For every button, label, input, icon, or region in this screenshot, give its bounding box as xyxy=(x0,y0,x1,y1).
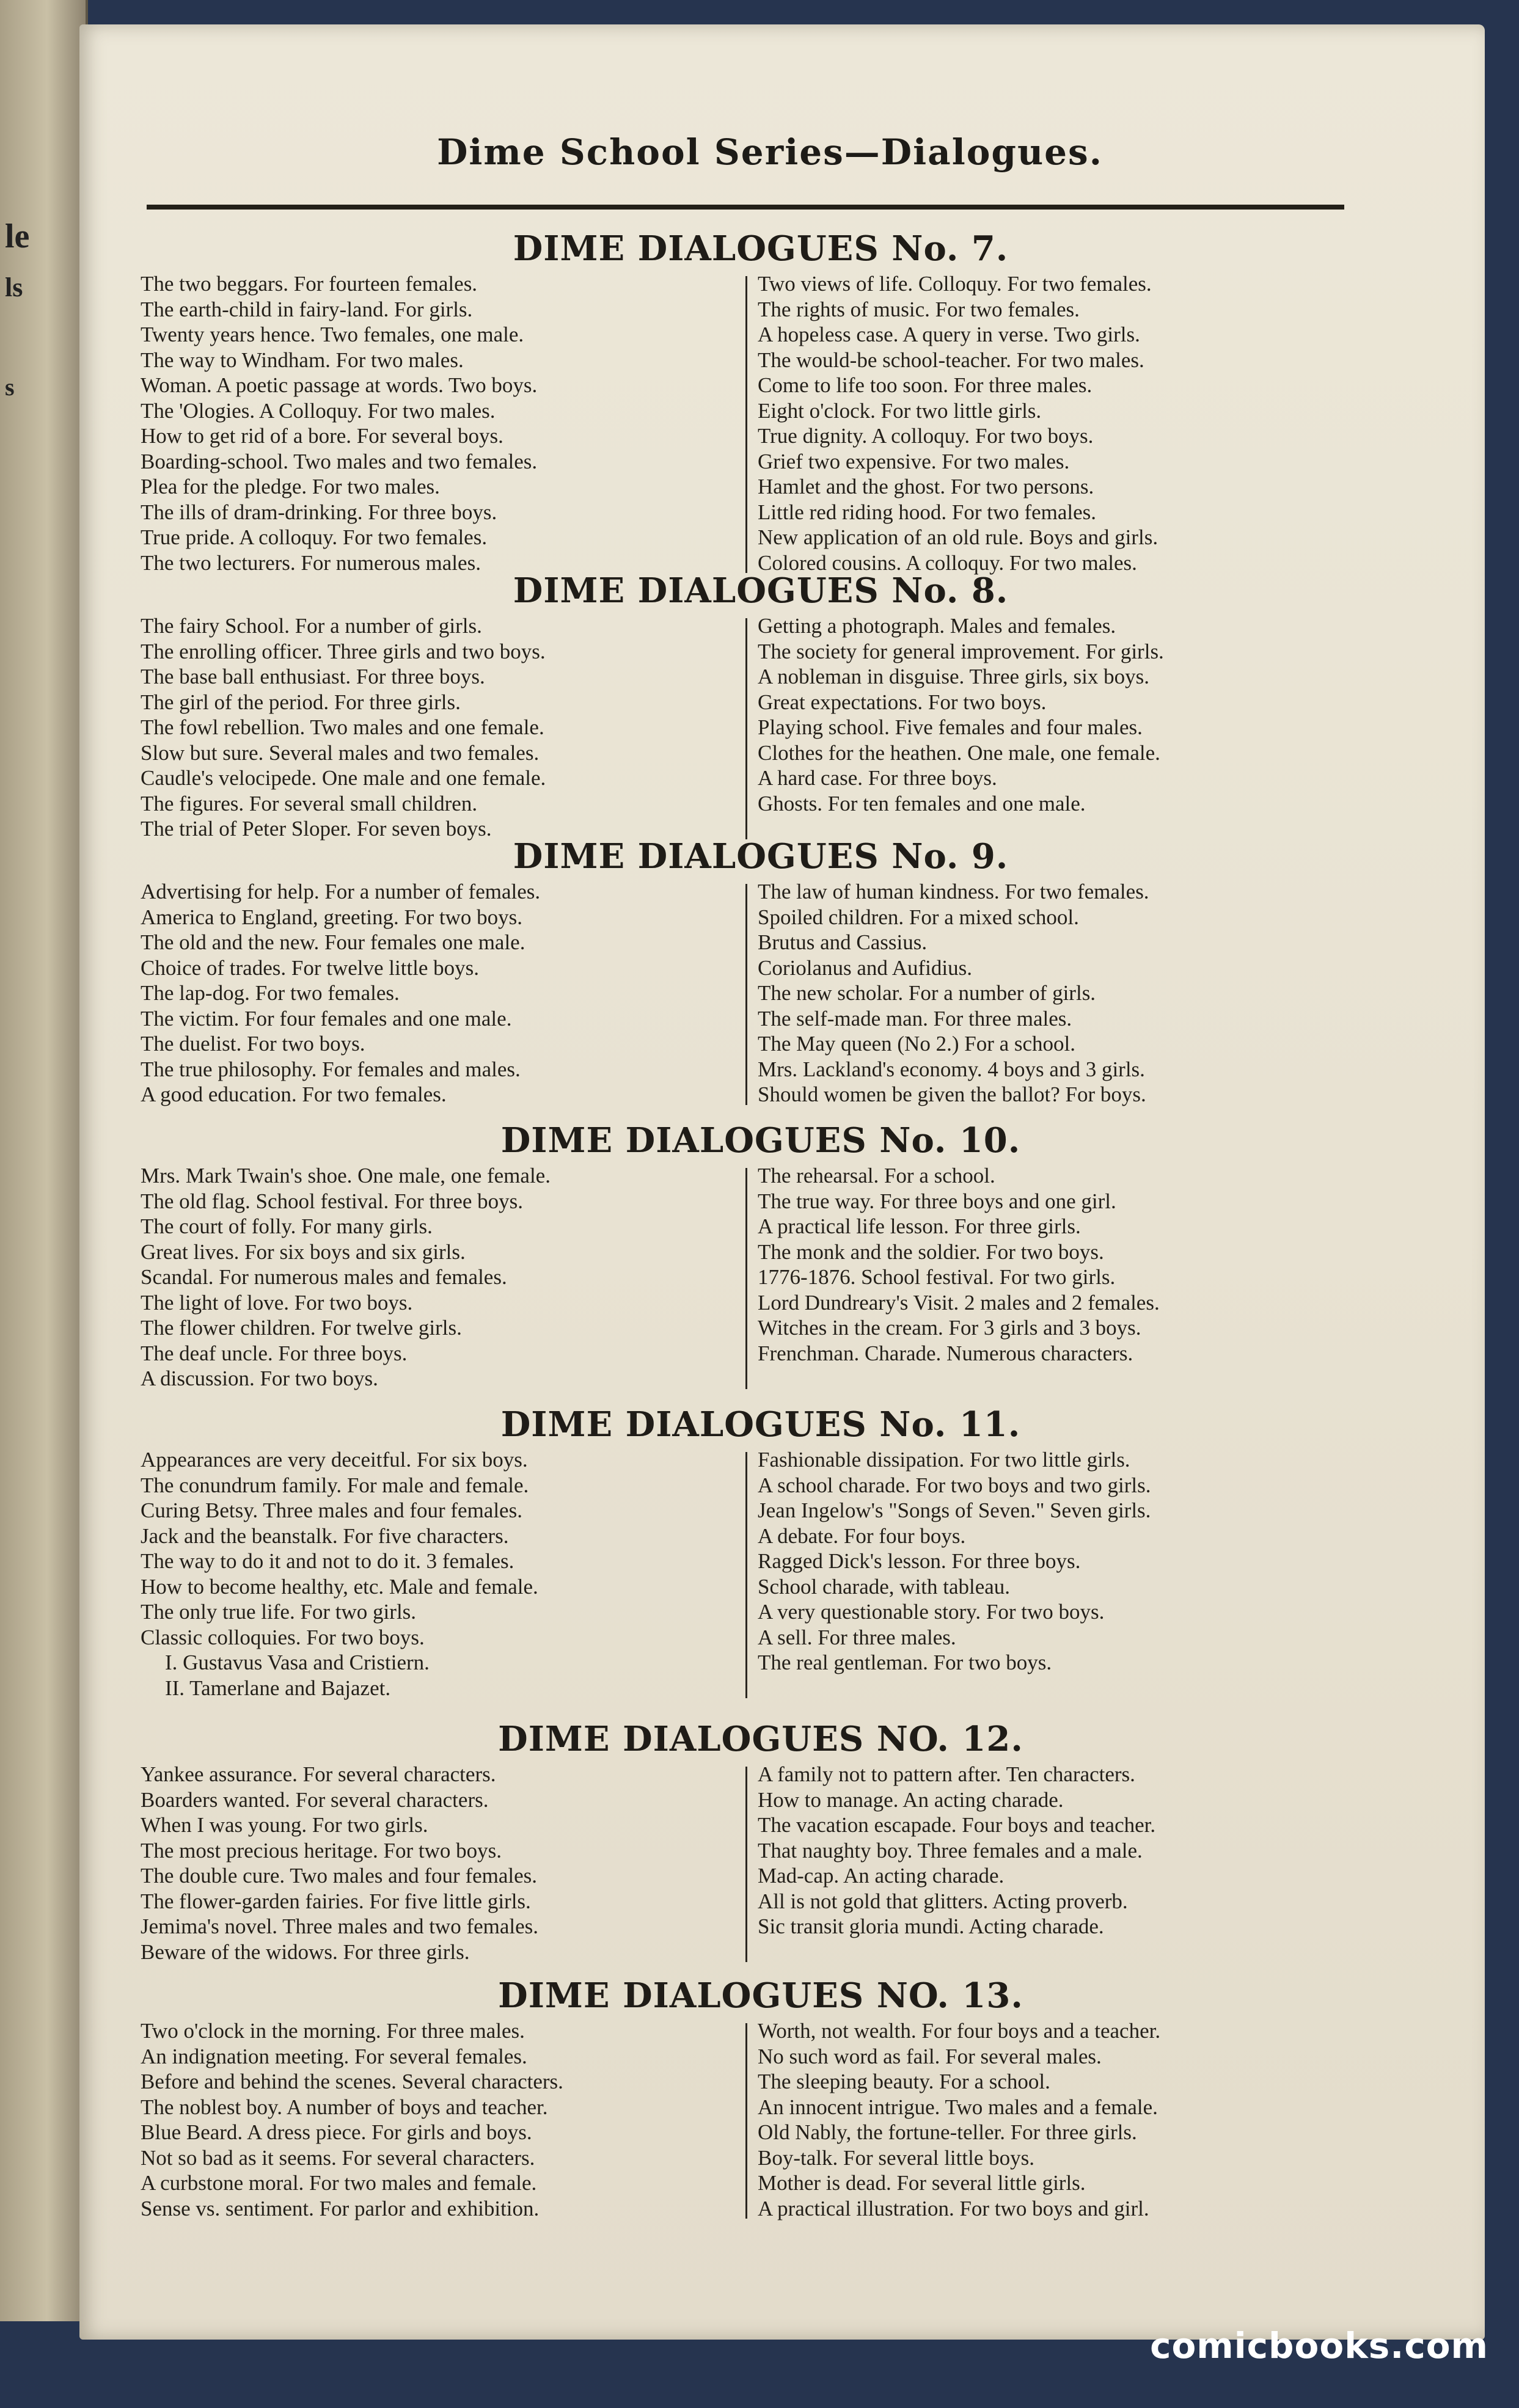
list-item: A family not to pattern after. Ten characters. xyxy=(758,1762,1135,1786)
column-divider xyxy=(745,618,747,839)
list-item: The new scholar. For a number of girls. xyxy=(758,981,1096,1005)
section-title: DIME DIALOGUES No. 9. xyxy=(513,836,1009,877)
list-item: The way to do it and not to do it. 3 females. xyxy=(141,1549,514,1573)
list-item: How to become healthy, etc. Male and female. xyxy=(141,1574,538,1599)
facing-page-edge xyxy=(0,0,88,2321)
right-column xyxy=(727,1762,1375,1965)
list-item: The two beggars. For fourteen females. xyxy=(141,272,478,296)
list-item: When I was young. For two girls. xyxy=(141,1813,428,1837)
list-item: The fairy School. For a number of girls. xyxy=(141,614,482,638)
list-item: A hopeless case. A query in verse. Two girls. xyxy=(758,323,1140,346)
list-item: The deaf uncle. For three boys. xyxy=(141,1341,408,1365)
column-divider xyxy=(745,1168,747,1389)
list-item: The way to Windham. For two males. xyxy=(141,348,464,372)
column-divider xyxy=(745,1452,747,1698)
list-item: Playing school. Five females and four males. xyxy=(758,715,1143,739)
list-item: Mother is dead. For several little girls. xyxy=(758,2171,1086,2195)
list-item: Getting a photograph. Males and females. xyxy=(758,614,1116,638)
list-item: An innocent intrigue. Two males and a female. xyxy=(758,2095,1158,2119)
dialogue-section-10 xyxy=(134,1118,1387,1392)
list-item: Eight o'clock. For two little girls. xyxy=(758,398,1042,423)
list-item: Boy-talk. For several little boys. xyxy=(758,2145,1034,2170)
left-column xyxy=(134,613,727,842)
list-item: Boarders wanted. For several characters. xyxy=(141,1787,489,1812)
list-item: The 'Ologies. A Colloquy. For two males. xyxy=(141,398,496,423)
left-column xyxy=(134,271,727,575)
list-item: The true philosophy. For females and males. xyxy=(141,1057,521,1081)
list-item: Before and behind the scenes. Several characters. xyxy=(141,2070,563,2093)
section-title: DIME DIALOGUES NO. 12. xyxy=(498,1719,1023,1759)
list-item: The monk and the soldier. For two boys. xyxy=(758,1239,1104,1264)
list-item: A curbstone moral. For two males and female. xyxy=(141,2171,537,2195)
list-item: A debate. For four boys. xyxy=(758,1523,966,1548)
list-item: The flower-garden fairies. For five little girls. xyxy=(141,1889,531,1913)
list-item: A school charade. For two boys and two girls. xyxy=(758,1473,1151,1497)
left-column xyxy=(134,1163,727,1392)
list-item: Hamlet and the ghost. For two persons. xyxy=(758,475,1094,498)
list-item: That naughty boy. Three females and a male. xyxy=(758,1838,1143,1863)
right-column xyxy=(727,271,1375,575)
list-item: Lord Dundreary's Visit. 2 males and 2 females. xyxy=(758,1290,1160,1315)
list-item: Clothes for the heathen. One male, one female. xyxy=(758,740,1160,765)
list-item: Worth, not wealth. For four boys and a teacher. xyxy=(758,2019,1161,2043)
list-item: Ragged Dick's lesson. For three boys. xyxy=(758,1549,1081,1573)
dialogue-section-9 xyxy=(134,834,1387,1107)
dialogue-section-8 xyxy=(134,568,1387,842)
list-item: Mrs. Lackland's economy. 4 boys and 3 girls. xyxy=(758,1057,1145,1081)
list-item: The duelist. For two boys. xyxy=(141,1032,365,1056)
list-item: Curing Betsy. Three males and four females. xyxy=(141,1498,522,1522)
list-item: The two lecturers. For numerous males. xyxy=(141,550,481,575)
list-item: Grief two expensive. For two males. xyxy=(758,449,1070,473)
list-item: New application of an old rule. Boys and girls. xyxy=(758,525,1158,549)
list-item: Plea for the pledge. For two males. xyxy=(141,475,440,498)
list-item: Witches in the cream. For 3 girls and 3 boys. xyxy=(758,1316,1141,1340)
list-item: No such word as fail. For several males. xyxy=(758,2044,1102,2068)
section-title: DIME DIALOGUES No. 7. xyxy=(513,228,1009,269)
list-item: Not so bad as it seems. For several characters. xyxy=(141,2145,535,2170)
list-item: Colored cousins. A colloquy. For two males. xyxy=(758,550,1137,575)
list-item: The sleeping beauty. For a school. xyxy=(758,2070,1050,2093)
list-item: The would-be school-teacher. For two males. xyxy=(758,348,1144,372)
left-column xyxy=(134,879,727,1107)
right-column xyxy=(727,1163,1375,1392)
list-item: Boarding-school. Two males and two females. xyxy=(141,449,538,473)
column-divider xyxy=(745,2023,747,2219)
list-item: How to get rid of a bore. For several boys. xyxy=(141,424,503,448)
left-column xyxy=(134,1447,727,1701)
list-item: Blue Beard. A dress piece. For girls and boys. xyxy=(141,2120,532,2144)
list-item: Should women be given the ballot? For boys. xyxy=(758,1082,1146,1106)
right-column xyxy=(727,2018,1375,2221)
list-item: Twenty years hence. Two females, one male. xyxy=(141,323,524,346)
section-title: DIME DIALOGUES No. 11. xyxy=(500,1404,1021,1445)
list-item: The double cure. Two males and four females. xyxy=(141,1864,538,1888)
list-item: Advertising for help. For a number of females. xyxy=(141,880,541,903)
list-item: A hard case. For three boys. xyxy=(758,766,997,790)
list-item: Sic transit gloria mundi. Acting charade. xyxy=(758,1914,1104,1938)
list-item: America to England, greeting. For two boys. xyxy=(141,905,523,929)
list-item: True pride. A colloquy. For two females. xyxy=(141,525,488,549)
list-item: Jean Ingelow's "Songs of Seven." Seven girls. xyxy=(758,1498,1151,1522)
list-item: The light of love. For two boys. xyxy=(141,1290,413,1315)
list-item: The flower children. For twelve girls. xyxy=(141,1316,462,1340)
list-item: Woman. A poetic passage at words. Two boys. xyxy=(141,373,538,397)
list-item: True dignity. A colloquy. For two boys. xyxy=(758,424,1094,448)
list-item: Jack and the beanstalk. For five characters. xyxy=(141,1523,509,1548)
list-item: Classic colloquies. For two boys. xyxy=(141,1625,425,1649)
list-item: The trial of Peter Sloper. For seven boys. xyxy=(141,817,492,841)
list-item: A good education. For two females. xyxy=(141,1082,447,1106)
list-item: I. Gustavus Vasa and Cristiern. xyxy=(165,1651,430,1674)
column-divider xyxy=(745,884,747,1105)
list-item: The rights of music. For two females. xyxy=(758,297,1080,321)
list-item: The law of human kindness. For two females. xyxy=(758,880,1149,903)
list-item: A practical life lesson. For three girls. xyxy=(758,1214,1081,1238)
list-item: Scandal. For numerous males and females. xyxy=(141,1265,507,1289)
list-item: Mad-cap. An acting charade. xyxy=(758,1864,1005,1888)
dialogue-section-12 xyxy=(134,1717,1387,1965)
list-item: The figures. For several small children. xyxy=(141,791,478,815)
list-item: 1776-1876. School festival. For two girls. xyxy=(758,1265,1116,1289)
list-item: Two o'clock in the morning. For three males. xyxy=(141,2019,525,2043)
list-item: The enrolling officer. Three girls and two boys. xyxy=(141,639,546,663)
left-column xyxy=(134,2018,727,2221)
list-item: Choice of trades. For twelve little boys. xyxy=(141,955,480,980)
list-item: The old flag. School festival. For three boys. xyxy=(141,1189,523,1213)
list-item: The vacation escapade. Four boys and teacher. xyxy=(758,1813,1156,1837)
list-item: A practical illustration. For two boys and girl. xyxy=(758,2196,1149,2220)
dialogue-section-11 xyxy=(134,1402,1387,1701)
list-item: The society for general improvement. For girls. xyxy=(758,639,1164,663)
list-item: Two views of life. Colloquy. For two females. xyxy=(758,272,1152,296)
list-item: A nobleman in disguise. Three girls, six boys. xyxy=(758,665,1149,688)
list-item: Little red riding hood. For two females. xyxy=(758,500,1097,524)
list-item: The base ball enthusiast. For three boys. xyxy=(141,665,485,688)
list-item: The victim. For four females and one male. xyxy=(141,1006,512,1031)
right-column xyxy=(727,1447,1375,1701)
facing-page-fragment: ls xyxy=(5,272,23,302)
section-title: DIME DIALOGUES NO. 13. xyxy=(498,1976,1023,2016)
list-item: Coriolanus and Aufidius. xyxy=(758,955,972,980)
list-item: A sell. For three males. xyxy=(758,1625,956,1649)
list-item: An indignation meeting. For several females. xyxy=(141,2044,527,2068)
list-item: Yankee assurance. For several characters. xyxy=(141,1762,496,1786)
right-column xyxy=(727,879,1375,1107)
column-divider xyxy=(745,1767,747,1962)
facing-page-fragment: s xyxy=(5,373,15,401)
dialogue-section-7 xyxy=(134,226,1387,575)
list-item: The May queen (No 2.) For a school. xyxy=(758,1032,1076,1056)
list-item: All is not gold that glitters. Acting proverb. xyxy=(758,1889,1128,1913)
list-item: A discussion. For two boys. xyxy=(141,1366,378,1390)
header-rule xyxy=(147,205,1344,210)
list-item: The fowl rebellion. Two males and one female. xyxy=(141,715,544,739)
list-item: The only true life. For two girls. xyxy=(141,1600,417,1624)
list-item: The lap-dog. For two females. xyxy=(141,981,400,1005)
list-item: The old and the new. Four females one male. xyxy=(141,930,525,954)
site-watermark: comicbooks.com xyxy=(1150,2325,1488,2366)
list-item: Frenchman. Charade. Numerous characters. xyxy=(758,1341,1133,1365)
list-item: Old Nably, the fortune-teller. For three girls. xyxy=(758,2120,1137,2144)
list-item: The most precious heritage. For two boys. xyxy=(141,1838,502,1863)
list-item: Beware of the widows. For three girls. xyxy=(141,1939,470,1964)
list-item: Appearances are very deceitful. For six boys. xyxy=(141,1448,528,1472)
list-item: The court of folly. For many girls. xyxy=(141,1214,433,1238)
facing-page-fragment: le xyxy=(5,217,30,255)
list-item: Brutus and Cassius. xyxy=(758,930,928,954)
list-item: Great expectations. For two boys. xyxy=(758,690,1047,714)
list-item: The real gentleman. For two boys. xyxy=(758,1651,1052,1674)
list-item: Jemima's novel. Three males and two females. xyxy=(141,1914,539,1938)
section-title: DIME DIALOGUES No. 10. xyxy=(500,1120,1021,1161)
list-item: Come to life too soon. For three males. xyxy=(758,373,1093,397)
list-item: Great lives. For six boys and six girls. xyxy=(141,1239,466,1264)
column-divider xyxy=(745,276,747,573)
list-item: Ghosts. For ten females and one male. xyxy=(758,791,1086,815)
list-item: Slow but sure. Several males and two females. xyxy=(141,740,540,765)
list-item: Caudle's velocipede. One male and one female. xyxy=(141,766,546,790)
list-item: The ills of dram-drinking. For three boys. xyxy=(141,500,497,524)
list-item: School charade, with tableau. xyxy=(758,1574,1011,1599)
right-column xyxy=(727,613,1375,842)
list-item: Mrs. Mark Twain's shoe. One male, one female. xyxy=(141,1164,551,1188)
catalog-page xyxy=(79,24,1485,2340)
list-item: The earth-child in fairy-land. For girls. xyxy=(141,297,473,321)
list-item: Spoiled children. For a mixed school. xyxy=(758,905,1079,929)
list-item: The conundrum family. For male and female. xyxy=(141,1473,529,1497)
list-item: II. Tamerlane and Bajazet. xyxy=(165,1676,391,1700)
list-item: The true way. For three boys and one girl. xyxy=(758,1189,1116,1213)
list-item: Fashionable dissipation. For two little girls. xyxy=(758,1448,1130,1472)
left-column xyxy=(134,1762,727,1965)
list-item: A very questionable story. For two boys. xyxy=(758,1600,1105,1624)
list-item: Sense vs. sentiment. For parlor and exhibition. xyxy=(141,2196,540,2220)
dialogue-section-13 xyxy=(134,1973,1387,2221)
page-title: Dime School Series—Dialogues. xyxy=(437,131,1103,173)
list-item: The self-made man. For three males. xyxy=(758,1006,1072,1031)
list-item: The rehearsal. For a school. xyxy=(758,1164,995,1188)
list-item: The girl of the period. For three girls. xyxy=(141,690,461,714)
list-item: The noblest boy. A number of boys and teacher. xyxy=(141,2095,548,2119)
section-title: DIME DIALOGUES No. 8. xyxy=(513,571,1009,611)
list-item: How to manage. An acting charade. xyxy=(758,1787,1064,1812)
